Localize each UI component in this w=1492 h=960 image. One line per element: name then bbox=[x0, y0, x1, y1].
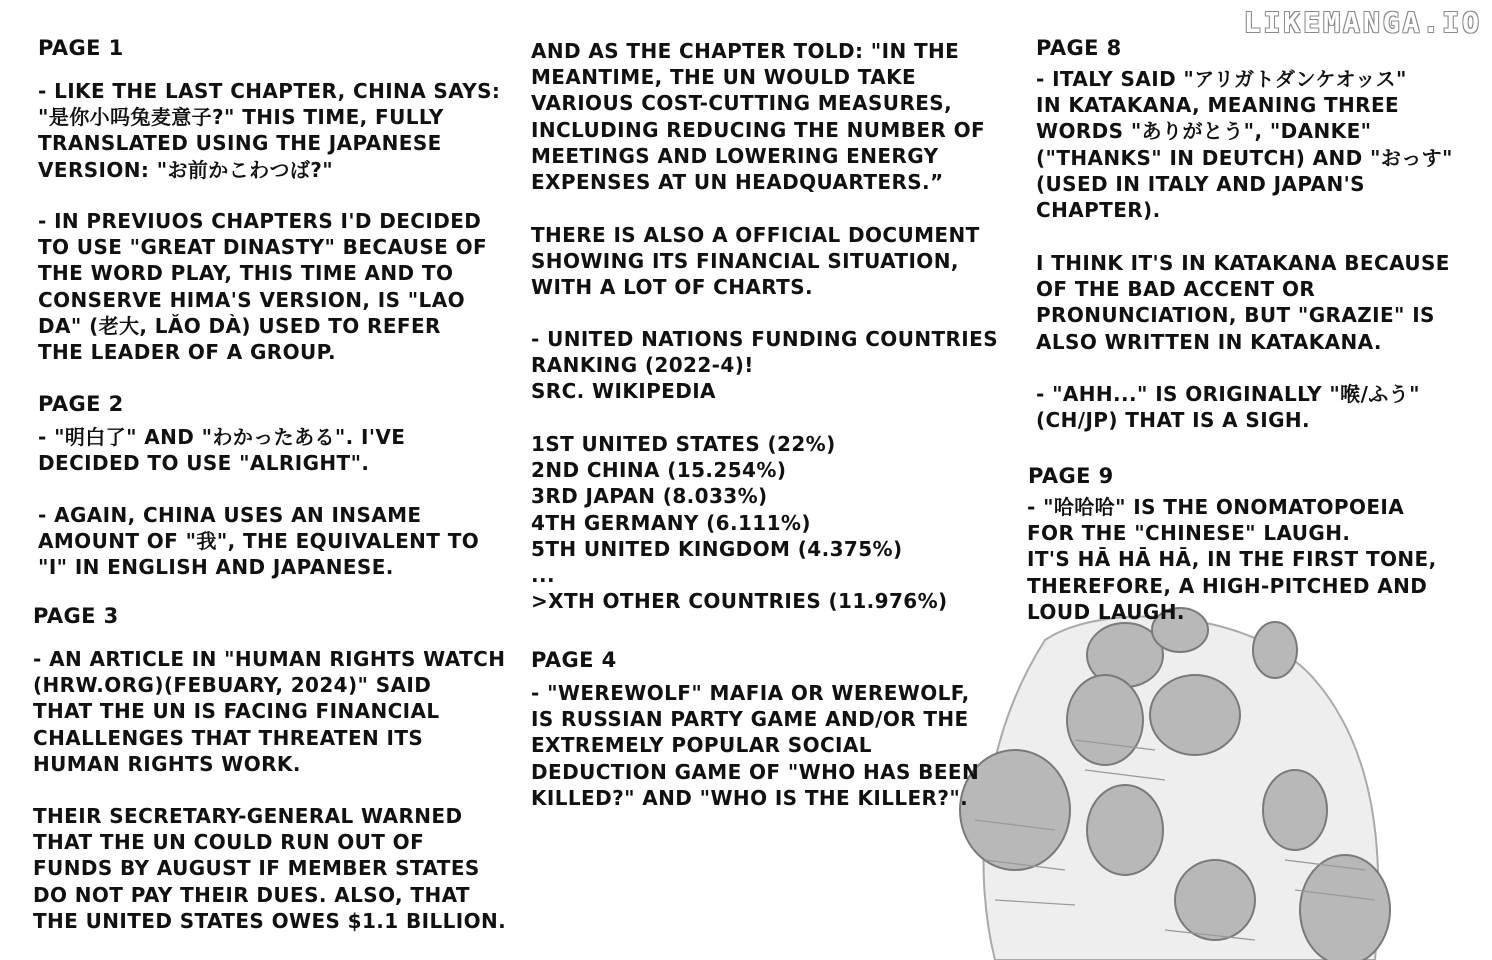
page8-note-1: - ITALY SAID "アリガトダンケオッス" IN KATAKANA, MEANING THREE WORDS "ありがとう", "DANKE" ("THANKS" IN DEUTCH) AND "おっす" (USED IN ITALY AND JAPAN'S CHAPTER). bbox=[1036, 67, 1453, 223]
page1-note-1: - LIKE THE LAST CHAPTER, CHINA SAYS: "是你小吗兔麦意子?" THIS TIME, FULLY TRANSLATED USING THE JAPANESE VERSION: "お前かこわつば?" bbox=[38, 79, 501, 182]
page9-heading: PAGE 9 bbox=[1028, 464, 1114, 488]
page9-note-1: - "哈哈哈" IS THE ONOMATOPOEIA FOR THE "CHINESE" LAUGH. IT'S HĀ HĀ HĀ, IN THE FIRST TONE, THEREFORE, A HIGH-PITCHED AND LOUD LAUGH. bbox=[1027, 495, 1437, 624]
official-document-note: THERE IS ALSO A OFFICIAL DOCUMENT SHOWING ITS FINANCIAL SITUATION, WITH A LOT OF CHARTS. bbox=[531, 223, 980, 300]
page8-heading: PAGE 8 bbox=[1036, 36, 1122, 60]
page4-heading: PAGE 4 bbox=[531, 648, 617, 672]
page4-note-1: - "WEREWOLF" MAFIA OR WEREWOLF, IS RUSSIAN PARTY GAME AND/OR THE EXTREMELY POPULAR SOCIAL DEDUCTION GAME OF "WHO HAS BEEN KILLED?" AND "WHO IS THE KILLER?". bbox=[531, 681, 980, 810]
page8-note-3: - "AHH..." IS ORIGINALLY "喉/ふう" (CH/JP) THAT IS A SIGH. bbox=[1036, 382, 1420, 433]
page3-note-2: THEIR SECRETARY-GENERAL WARNED THAT THE UN COULD RUN OUT OF FUNDS BY AUGUST IF MEMBER STATES DO NOT PAY THEIR DUES. ALSO, THAT THE UNITED STATES OWES $1.1 BILLION. bbox=[33, 804, 507, 933]
page1-note-2: - IN PREVIUOS CHAPTERS I'D DECIDED TO USE "GREAT DINASTY" BECAUSE OF THE WORD PLAY, THIS TIME AND TO CONSERVE HIMA'S VERSION, IS "LAO DA" (老大, LǍO DÀ) USED TO REFER THE LEADER OF A GROUP. bbox=[38, 209, 488, 365]
page1-heading: PAGE 1 bbox=[38, 36, 124, 60]
watermark: LIKEMANGA.IO bbox=[1243, 6, 1482, 39]
funding-ranking-note: - UNITED NATIONS FUNDING COUNTRIES RANKING (2022-4)! SRC. WIKIPEDIA bbox=[531, 327, 999, 404]
page2-note-1: - "明白了" AND "わかったある". I'VE DECIDED TO USE "ALRIGHT". bbox=[38, 425, 406, 476]
panda-illustration bbox=[955, 600, 1492, 960]
page2-heading: PAGE 2 bbox=[38, 392, 124, 416]
page8-note-2: I THINK IT'S IN KATAKANA BECAUSE OF THE BAD ACCENT OR PRONUNCIATION, BUT "GRAZIE" IS ALSO WRITTEN IN KATAKANA. bbox=[1036, 251, 1450, 354]
funding-ranking-list: 1ST UNITED STATES (22%) 2ND CHINA (15.254%) 3RD JAPAN (8.033%) 4TH GERMANY (6.111%) 5TH UNITED KINGDOM (4.375%) ... >XTH OTHER COUNTRIES (11.976%) bbox=[531, 432, 948, 614]
page3-heading: PAGE 3 bbox=[33, 604, 119, 628]
un-cost-cutting-note: AND AS THE CHAPTER TOLD: "IN THE MEANTIME, THE UN WOULD TAKE VARIOUS COST-CUTTING MEASURES, INCLUDING REDUCING THE NUMBER OF MEETINGS AND LOWERING ENERGY EXPENSES AT UN HEADQUARTERS.” bbox=[531, 39, 986, 195]
page3-note-1: - AN ARTICLE IN "HUMAN RIGHTS WATCH (HRW.ORG)(FEBUARY, 2024)" SAID THAT THE UN IS FACING FINANCIAL CHALLENGES THAT THREATEN ITS HUMAN RIGHTS WORK. bbox=[33, 647, 506, 776]
page2-note-2: - AGAIN, CHINA USES AN INSAME AMOUNT OF "我", THE EQUIVALENT TO "I" IN ENGLISH AND JAPANESE. bbox=[38, 503, 480, 580]
